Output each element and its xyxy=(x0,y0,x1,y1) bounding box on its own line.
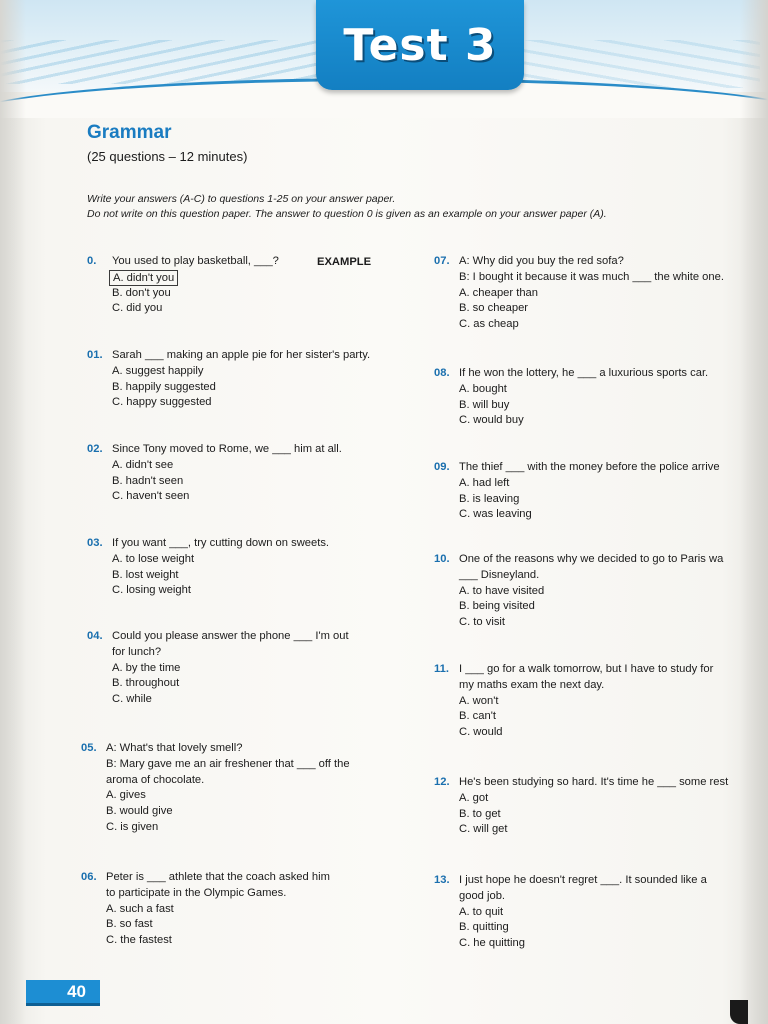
question-number: 03. xyxy=(87,537,103,549)
answer-option: C. the fastest xyxy=(106,934,172,947)
answer-option: B. so cheaper xyxy=(459,302,529,315)
question-text: You used to play basketball, ___? xyxy=(112,255,279,267)
question-number: 06. xyxy=(81,871,97,883)
question-number: 12. xyxy=(434,776,450,788)
question-number: 05. xyxy=(81,742,97,754)
answer-option: B. so fast xyxy=(106,918,153,931)
answer-option: B. is leaving xyxy=(459,492,520,505)
question-text: Peter is ___ athlete that the coach asked him xyxy=(106,871,330,883)
answer-option: A. didn't see xyxy=(112,458,174,471)
question-text: The thief ___ with the money before the police arrive xyxy=(459,461,720,473)
question-number: 02. xyxy=(87,443,103,455)
answer-option: A. gives xyxy=(106,789,146,802)
example-label: EXAMPLE xyxy=(317,256,372,268)
question-text: B: I bought it because it was much ___ the white one. xyxy=(459,270,724,283)
answer-option: B. quitting xyxy=(459,921,509,934)
section-title: Grammar xyxy=(87,122,172,143)
question-text: I just hope he doesn't regret ___. It sounded like a xyxy=(459,874,707,886)
question-text: to participate in the Olympic Games. xyxy=(106,886,287,899)
question-number: 08. xyxy=(434,367,450,379)
answer-option: A. to quit xyxy=(459,905,504,918)
answer-option: C. haven't seen xyxy=(112,490,190,503)
answer-option: B. to get xyxy=(459,807,501,820)
question-number: 13. xyxy=(434,874,450,886)
page-number-badge xyxy=(26,980,100,1003)
page-edge-right xyxy=(740,0,768,1024)
answer-option: C. was leaving xyxy=(459,508,532,521)
answer-option: A. didn't you xyxy=(109,270,178,286)
answer-option: A. suggest happily xyxy=(112,364,204,377)
question-text: He's been studying so hard. It's time he ___ some rest xyxy=(459,776,729,788)
question-number: 11. xyxy=(434,663,449,675)
question-text: Sarah ___ making an apple pie for her sister's party. xyxy=(112,349,371,361)
answer-option: A. got xyxy=(459,791,489,804)
page-number: 40 xyxy=(67,981,86,1001)
answer-option: B. throughout xyxy=(112,677,180,690)
answer-option: C. while xyxy=(112,693,152,706)
question-text: If you want ___, try cutting down on sweets. xyxy=(112,537,330,549)
question-text: Could you please answer the phone ___ I'm out xyxy=(112,630,349,642)
question-text: my maths exam the next day. xyxy=(459,678,605,691)
answer-option: A. won't xyxy=(459,694,499,707)
question-number: 01. xyxy=(87,349,103,361)
question-text: aroma of chocolate. xyxy=(106,773,205,786)
answer-option: C. would xyxy=(459,726,503,739)
answer-option: B. lost weight xyxy=(112,568,179,581)
question-number: 10. xyxy=(434,553,450,565)
answer-option: B. can't xyxy=(459,710,496,723)
answer-option: C. is given xyxy=(106,821,159,833)
answer-option: B. being visited xyxy=(459,600,535,613)
question-text: A: Why did you buy the red sofa? xyxy=(459,255,624,267)
test-title: Test 3 xyxy=(343,19,497,71)
question-number: 09. xyxy=(434,461,450,473)
question-text: good job. xyxy=(459,889,506,902)
answer-option: A. to lose weight xyxy=(112,552,195,565)
question-text: for lunch? xyxy=(112,645,162,658)
question-text: ___ Disneyland. xyxy=(459,568,540,581)
answer-option: A. bought xyxy=(459,382,507,395)
page-number-underline xyxy=(26,1003,100,1006)
answer-option: A. cheaper than xyxy=(459,286,538,299)
header-decoration-left xyxy=(0,40,330,84)
answer-option: B. happily suggested xyxy=(112,380,216,393)
question-text: One of the reasons why we decided to go to Paris wa xyxy=(459,553,724,565)
answer-option: C. happy suggested xyxy=(112,396,212,409)
test-title-tab xyxy=(316,0,524,90)
answer-option: C. he quitting xyxy=(459,937,525,950)
answer-option: B. would give xyxy=(106,805,173,818)
page-corner xyxy=(730,1000,748,1024)
question-number: 04. xyxy=(87,630,103,642)
answer-option: B. don't you xyxy=(112,286,171,299)
question-text: B: Mary gave me an air freshener that ___ off the xyxy=(106,757,350,770)
question-text: Since Tony moved to Rome, we ___ him at all. xyxy=(112,443,342,455)
answer-option: C. would buy xyxy=(459,414,524,427)
answer-option: A. had left xyxy=(459,476,510,489)
question-number: 0. xyxy=(87,255,97,267)
answer-option: C. will get xyxy=(459,823,508,836)
answer-option: B. will buy xyxy=(459,398,510,411)
question-number: 07. xyxy=(434,255,450,267)
question-text: I ___ go for a walk tomorrow, but I have to study for xyxy=(459,663,714,675)
answer-option: C. losing weight xyxy=(112,584,191,597)
answer-option: A. by the time xyxy=(112,661,181,674)
instructions xyxy=(87,192,727,222)
answer-option: A. to have visited xyxy=(459,584,545,597)
question-text: If he won the lottery, he ___ a luxurious sports car. xyxy=(459,367,709,379)
answer-option: B. hadn't seen xyxy=(112,474,184,487)
instruction-line-2: Do not write on this question paper. The answer to question 0 is given as an example on your answer paper (A). xyxy=(87,208,607,220)
instruction-line-1: Write your answers (A-C) to questions 1-25 on your answer paper. xyxy=(87,193,396,205)
answer-option: C. to visit xyxy=(459,616,506,629)
page-edge-left xyxy=(0,0,26,1024)
question-text: A: What's that lovely smell? xyxy=(106,742,243,754)
section-subtitle: (25 questions – 12 minutes) xyxy=(87,149,248,164)
answer-option: C. did you xyxy=(112,302,163,315)
answer-option: C. as cheap xyxy=(459,318,519,331)
answer-option: A. such a fast xyxy=(106,902,174,915)
